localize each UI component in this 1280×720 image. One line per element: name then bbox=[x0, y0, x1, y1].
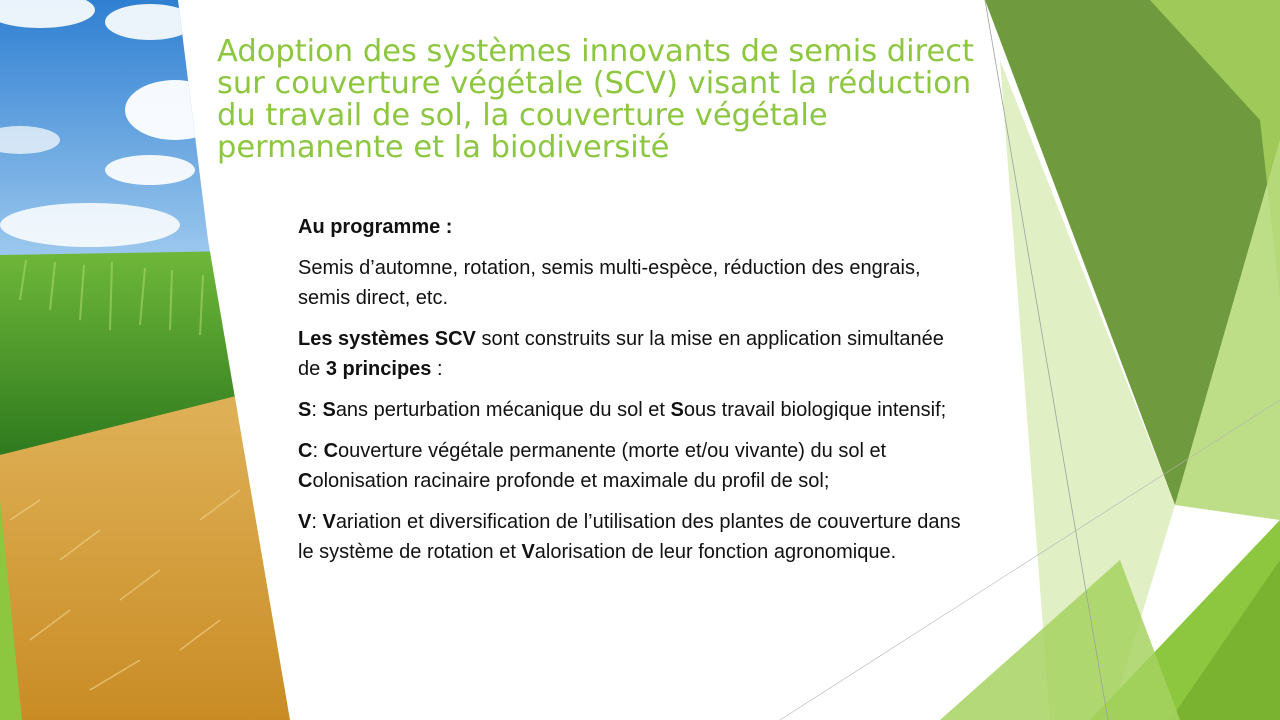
principle-s: S: Sans perturbation mécanique du sol et Sous travail biologique intensif; bbox=[298, 399, 947, 421]
scv-count: 3 principes bbox=[325, 358, 432, 380]
principles-list bbox=[298, 395, 966, 567]
principle-v: V: Variation et diversification de l’utilisation des plantes de couverture dans le système de rotation et Valorisation de leur fonction agronomique. bbox=[298, 511, 961, 563]
slide-title: Adoption des systèmes innovants de semis direct sur couverture végétale (SCV) visant la réduction du travail de sol, la couverture végétale permanente et la biodiversité bbox=[217, 34, 975, 165]
principle-c: C: Couverture végétale permanente (morte et/ou vivante) du sol et Colonisation racinaire profonde et maximale du profil de sol; bbox=[298, 440, 887, 492]
slide-body bbox=[298, 212, 966, 578]
program-intro: Semis d’automne, rotation, semis multi-espèce, réduction des engrais, semis direct, etc. bbox=[298, 257, 921, 309]
program-heading: Au programme : bbox=[298, 216, 453, 238]
scv-lead: Les systèmes SCV bbox=[298, 328, 476, 350]
scv-paragraph: Les systèmes SCV sont construits sur la mise en application simultanée de 3 principes : bbox=[298, 328, 944, 380]
